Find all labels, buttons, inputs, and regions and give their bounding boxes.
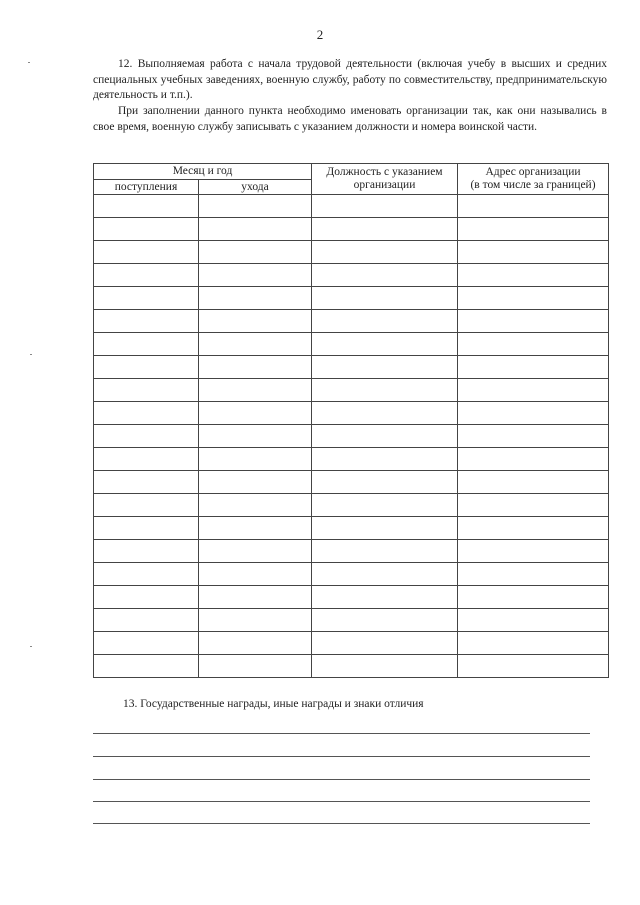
end-date-cell[interactable] xyxy=(199,264,312,287)
position-cell[interactable] xyxy=(312,356,458,379)
position-cell[interactable] xyxy=(312,448,458,471)
table-row xyxy=(94,586,609,609)
position-cell[interactable] xyxy=(312,494,458,517)
table-row xyxy=(94,241,609,264)
table-body xyxy=(94,195,609,678)
table-row xyxy=(94,494,609,517)
address-cell[interactable] xyxy=(458,632,609,655)
awards-answer-line[interactable] xyxy=(93,801,590,802)
address-cell[interactable] xyxy=(458,241,609,264)
end-date-cell[interactable] xyxy=(199,609,312,632)
start-date-cell[interactable] xyxy=(94,264,199,287)
section-12-note: При заполнении данного пункта необходимо именовать организации так, как они назывались в свое время, военную службу записывать с указанием должности и номера воинской части. xyxy=(93,105,607,133)
table-row xyxy=(94,632,609,655)
header-position xyxy=(312,164,458,195)
start-date-cell[interactable] xyxy=(94,586,199,609)
start-date-cell[interactable] xyxy=(94,287,199,310)
start-date-cell[interactable] xyxy=(94,425,199,448)
position-cell[interactable] xyxy=(312,310,458,333)
address-cell[interactable] xyxy=(458,287,609,310)
address-cell[interactable] xyxy=(458,264,609,287)
start-date-cell[interactable] xyxy=(94,402,199,425)
header-address-line1: Адрес организации xyxy=(485,166,581,178)
position-cell[interactable] xyxy=(312,195,458,218)
header-address xyxy=(458,164,609,195)
position-cell[interactable] xyxy=(312,517,458,540)
scan-mark xyxy=(30,646,32,647)
start-date-cell[interactable] xyxy=(94,471,199,494)
position-cell[interactable] xyxy=(312,563,458,586)
position-cell[interactable] xyxy=(312,586,458,609)
position-cell[interactable] xyxy=(312,333,458,356)
start-date-cell[interactable] xyxy=(94,563,199,586)
position-cell[interactable] xyxy=(312,471,458,494)
end-date-cell[interactable] xyxy=(199,218,312,241)
start-date-cell[interactable] xyxy=(94,310,199,333)
header-month-year: Месяц и год xyxy=(94,164,312,180)
address-cell[interactable] xyxy=(458,333,609,356)
awards-answer-line[interactable] xyxy=(93,733,590,734)
scan-mark xyxy=(30,354,32,355)
table-row xyxy=(94,425,609,448)
end-date-cell[interactable] xyxy=(199,632,312,655)
end-date-cell[interactable] xyxy=(199,287,312,310)
address-cell[interactable] xyxy=(458,402,609,425)
address-cell[interactable] xyxy=(458,218,609,241)
table-row xyxy=(94,218,609,241)
position-cell[interactable] xyxy=(312,241,458,264)
table-row xyxy=(94,402,609,425)
header-position-text: Должность с указанием организации xyxy=(326,166,443,191)
table-row xyxy=(94,333,609,356)
table-row xyxy=(94,448,609,471)
address-cell[interactable] xyxy=(458,448,609,471)
end-date-cell[interactable] xyxy=(199,563,312,586)
table-row xyxy=(94,609,609,632)
address-cell[interactable] xyxy=(458,609,609,632)
end-date-cell[interactable] xyxy=(199,655,312,678)
position-cell[interactable] xyxy=(312,655,458,678)
position-cell[interactable] xyxy=(312,425,458,448)
start-date-cell[interactable] xyxy=(94,609,199,632)
address-cell[interactable] xyxy=(458,517,609,540)
awards-answer-line[interactable] xyxy=(93,823,590,824)
scan-mark xyxy=(28,62,30,63)
end-date-cell[interactable] xyxy=(199,425,312,448)
page-number: 2 xyxy=(316,27,324,42)
start-date-cell[interactable] xyxy=(94,356,199,379)
address-cell[interactable] xyxy=(458,425,609,448)
address-cell[interactable] xyxy=(458,586,609,609)
table-row xyxy=(94,563,609,586)
table-row xyxy=(94,356,609,379)
table-row xyxy=(94,195,609,218)
position-cell[interactable] xyxy=(312,379,458,402)
end-date-cell[interactable] xyxy=(199,402,312,425)
end-date-cell[interactable] xyxy=(199,333,312,356)
header-end-date: ухода xyxy=(199,180,312,195)
header-start-date: поступления xyxy=(94,180,199,195)
end-date-cell[interactable] xyxy=(199,586,312,609)
table-row xyxy=(94,310,609,333)
address-cell[interactable] xyxy=(458,310,609,333)
start-date-cell[interactable] xyxy=(94,218,199,241)
address-cell[interactable] xyxy=(458,471,609,494)
table-row xyxy=(94,287,609,310)
end-date-cell[interactable] xyxy=(199,517,312,540)
address-cell[interactable] xyxy=(458,494,609,517)
end-date-cell[interactable] xyxy=(199,241,312,264)
position-cell[interactable] xyxy=(312,264,458,287)
address-cell[interactable] xyxy=(458,356,609,379)
address-cell[interactable] xyxy=(458,195,609,218)
start-date-cell[interactable] xyxy=(94,333,199,356)
start-date-cell[interactable] xyxy=(94,655,199,678)
end-date-cell[interactable] xyxy=(199,471,312,494)
start-date-cell[interactable] xyxy=(94,195,199,218)
section-13-text: 13. Государственные награды, иные награды и знаки отличия xyxy=(123,698,424,710)
start-date-cell[interactable] xyxy=(94,540,199,563)
end-date-cell[interactable] xyxy=(199,448,312,471)
address-cell[interactable] xyxy=(458,563,609,586)
awards-answer-line[interactable] xyxy=(93,779,590,780)
employment-history-table xyxy=(93,163,609,678)
position-cell[interactable] xyxy=(312,287,458,310)
start-date-cell[interactable] xyxy=(94,517,199,540)
address-cell[interactable] xyxy=(458,655,609,678)
section-12-text: 12. Выполняемая работа с начала трудовой деятельности (включая учебу в высших и средних специальных учебных заведениях, военную службу, работу по совместительству, предпринимательскую деятельность и т.п.). xyxy=(93,58,607,101)
end-date-cell[interactable] xyxy=(199,494,312,517)
awards-answer-line[interactable] xyxy=(93,756,590,757)
end-date-cell[interactable] xyxy=(199,310,312,333)
table-row xyxy=(94,517,609,540)
start-date-cell[interactable] xyxy=(94,494,199,517)
position-cell[interactable] xyxy=(312,402,458,425)
header-address-line2: (в том числе за границей) xyxy=(470,179,596,191)
end-date-cell[interactable] xyxy=(199,195,312,218)
start-date-cell[interactable] xyxy=(94,448,199,471)
position-cell[interactable] xyxy=(312,609,458,632)
start-date-cell[interactable] xyxy=(94,379,199,402)
table-row xyxy=(94,471,609,494)
address-cell[interactable] xyxy=(458,540,609,563)
table-row xyxy=(94,540,609,563)
start-date-cell[interactable] xyxy=(94,241,199,264)
position-cell[interactable] xyxy=(312,632,458,655)
start-date-cell[interactable] xyxy=(94,632,199,655)
position-cell[interactable] xyxy=(312,218,458,241)
address-cell[interactable] xyxy=(458,379,609,402)
end-date-cell[interactable] xyxy=(199,540,312,563)
table-row xyxy=(94,379,609,402)
end-date-cell[interactable] xyxy=(199,379,312,402)
position-cell[interactable] xyxy=(312,540,458,563)
table-row xyxy=(94,264,609,287)
table-row xyxy=(94,655,609,678)
end-date-cell[interactable] xyxy=(199,356,312,379)
